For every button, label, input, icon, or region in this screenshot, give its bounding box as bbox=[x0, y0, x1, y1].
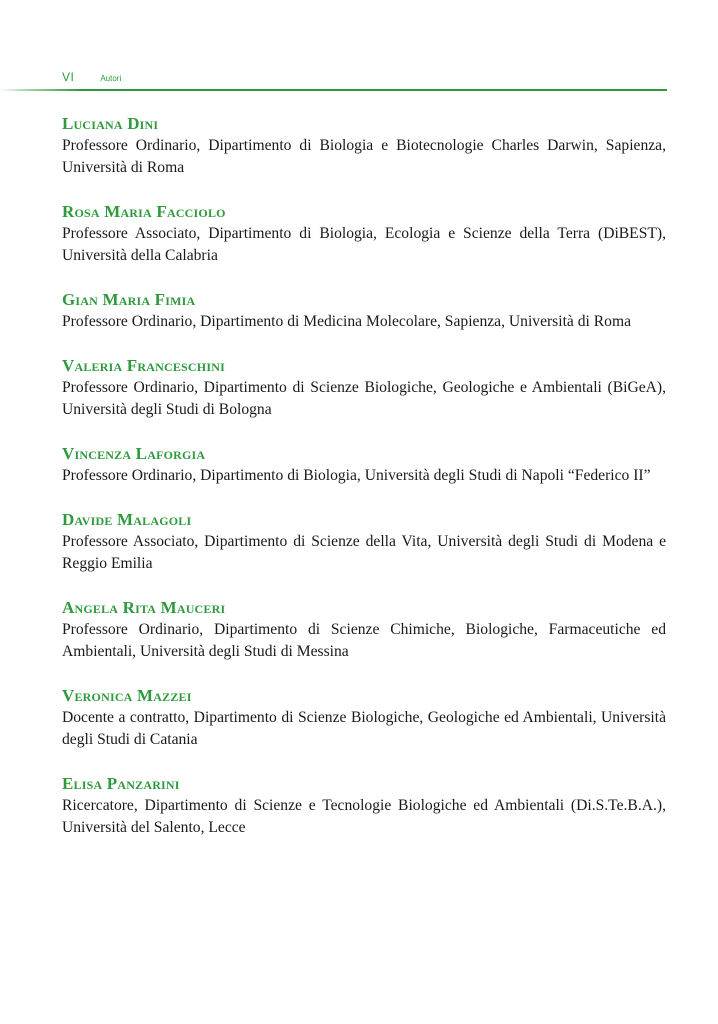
author-list bbox=[62, 113, 666, 861]
author-name: Luciana Dini bbox=[62, 114, 159, 133]
author-entry bbox=[62, 355, 666, 421]
author-affiliation: Ricercatore, Dipartimento di Scienze e Tecnologie Biologiche ed Ambientali (Di.S.Te.B.A.), Università del Salento, Lecce bbox=[62, 797, 666, 836]
author-entry bbox=[62, 773, 666, 839]
running-head bbox=[62, 70, 121, 84]
author-entry bbox=[62, 443, 666, 487]
author-name: Davide Malagoli bbox=[62, 510, 192, 529]
header-divider bbox=[0, 89, 667, 91]
author-name: Rosa Maria Facciolo bbox=[62, 202, 226, 221]
author-entry bbox=[62, 201, 666, 267]
author-affiliation: Professore Ordinario, Dipartimento di Medicina Molecolare, Sapienza, Università di Roma bbox=[62, 313, 632, 330]
author-affiliation: Professore Ordinario, Dipartimento di Scienze Chimiche, Biologiche, Farmaceutiche ed Ambientali, Università degli Studi di Messina bbox=[62, 621, 666, 660]
author-name: Veronica Mazzei bbox=[62, 686, 192, 705]
author-affiliation: Docente a contratto, Dipartimento di Scienze Biologiche, Geologiche ed Ambientali, Università degli Studi di Catania bbox=[62, 709, 666, 748]
author-entry bbox=[62, 113, 666, 179]
author-affiliation: Professore Associato, Dipartimento di Scienze della Vita, Università degli Studi di Modena e Reggio Emilia bbox=[62, 533, 666, 572]
page-number: VI bbox=[62, 70, 75, 84]
author-name: Gian Maria Fimia bbox=[62, 290, 196, 309]
author-name: Elisa Panzarini bbox=[62, 774, 180, 793]
author-entry bbox=[62, 289, 666, 333]
section-title: Autori bbox=[100, 74, 122, 83]
author-affiliation: Professore Ordinario, Dipartimento di Scienze Biologiche, Geologiche e Ambientali (BiGeA), Università degli Studi di Bologna bbox=[62, 379, 666, 418]
author-name: Angela Rita Mauceri bbox=[62, 598, 226, 617]
author-name: Valeria Franceschini bbox=[62, 356, 225, 375]
author-entry bbox=[62, 685, 666, 751]
author-affiliation: Professore Ordinario, Dipartimento di Biologia e Biotecnologie Charles Darwin, Sapienza, Università di Roma bbox=[62, 137, 666, 176]
author-affiliation: Professore Associato, Dipartimento di Biologia, Ecologia e Scienze della Terra (DiBEST), Università della Calabria bbox=[62, 225, 666, 264]
author-entry bbox=[62, 509, 666, 575]
author-name: Vincenza Laforgia bbox=[62, 444, 206, 463]
author-entry bbox=[62, 597, 666, 663]
author-affiliation: Professore Ordinario, Dipartimento di Biologia, Università degli Studi di Napoli “Federico II” bbox=[62, 467, 651, 484]
